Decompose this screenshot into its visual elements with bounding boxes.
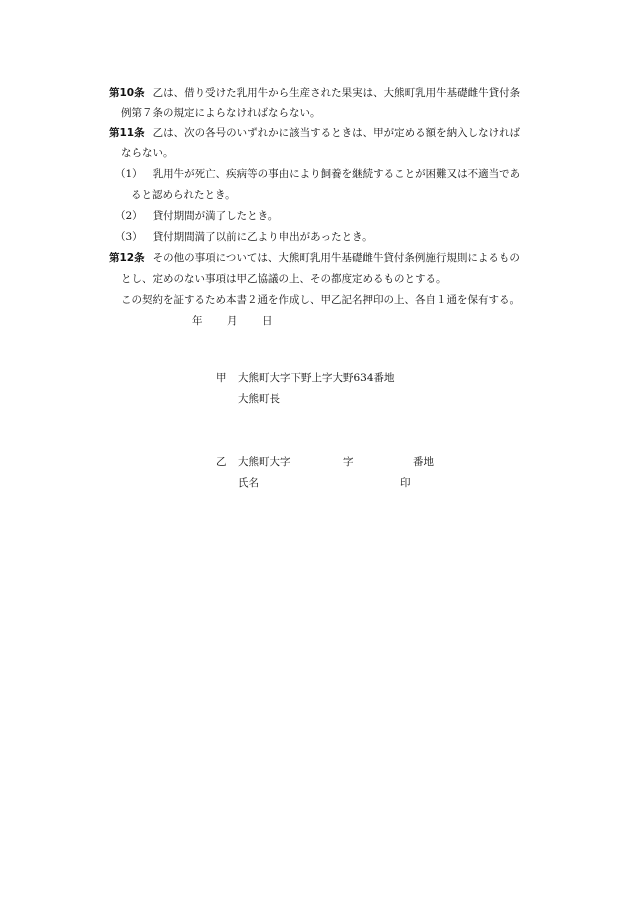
item-3-number: （3） — [115, 231, 143, 243]
article-11-text: 乙は、次の各号のいずれかに該当するときは、甲が定める額を納入しなければ — [152, 127, 521, 139]
article-10-line-2: 例第７条の規定によらなければならない。 — [121, 107, 321, 119]
article-11-line-1 — [109, 126, 520, 140]
article-11-item-1-cont: ると認められたとき。 — [131, 189, 236, 201]
article-10-label: 第10条 — [109, 87, 145, 99]
closing-statement: この契約を証するため本書２通を作成し、甲乙記名押印の上、各自１通を保有する。 — [121, 294, 520, 306]
item-1-number: （1） — [115, 168, 143, 180]
party-b-mark: 乙 — [216, 456, 227, 468]
party-b-seal: 印 — [400, 477, 411, 489]
date-month: 月 — [227, 315, 238, 327]
article-11-item-2 — [115, 209, 278, 223]
item-3-text: 貸付期間満了以前に乙より申出があったとき。 — [152, 231, 373, 243]
item-2-number: （2） — [115, 210, 143, 222]
party-a-address: 大熊町大字下野上字大野634番地 — [238, 372, 395, 384]
party-a-mark: 甲 — [216, 372, 227, 384]
article-12-line-2: とし、定めのない事項は甲乙協議の上、その都度定めるものとする。 — [121, 273, 447, 285]
article-11-line-2: ならない。 — [121, 147, 174, 159]
article-11-item-1 — [115, 167, 520, 181]
article-12-line-1 — [109, 251, 520, 265]
article-10-text: 乙は、借り受けた乳用牛から生産された果実は、大熊町乳用牛基礎雌牛貸付条 — [152, 87, 521, 99]
party-b-banchi: 番地 — [413, 456, 434, 468]
article-11-item-3 — [115, 230, 373, 244]
party-b-address-prefix: 大熊町大字 — [238, 456, 291, 468]
date-year: 年 — [192, 315, 203, 327]
article-10-line-1 — [109, 86, 520, 100]
article-12-label: 第12条 — [109, 252, 145, 264]
article-11-label: 第11条 — [109, 127, 145, 139]
item-1-text: 乳用牛が死亡、疾病等の事由により飼養を継続することが困難又は不適当であ — [152, 168, 521, 180]
date-day: 日 — [262, 315, 273, 327]
item-2-text: 貸付期間が満了したとき。 — [152, 210, 279, 222]
article-12-text: その他の事項については、大熊町乳用牛基礎雌牛貸付条例施行規則によるもの — [152, 252, 520, 264]
party-b-name-label: 氏名 — [238, 477, 259, 489]
party-b-aza: 字 — [343, 456, 354, 468]
party-a-name: 大熊町長 — [238, 393, 280, 405]
